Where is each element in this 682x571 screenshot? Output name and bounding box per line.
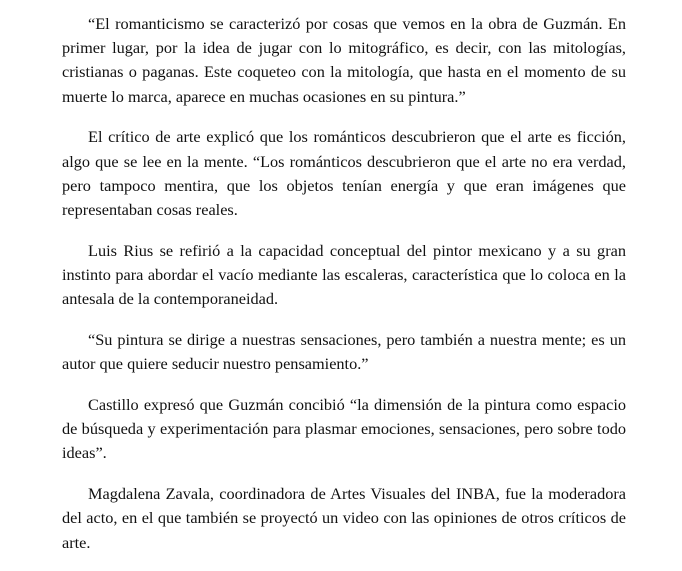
paragraph-su-pintura-quote: “Su pintura se dirige a nuestras sensaciones, pero también a nuestra mente; es un autor que quiere seducir nuestro pensamiento.” [62,330,626,374]
article-body [62,12,626,571]
paragraph-luis-rius: Luis Rius se refirió a la capacidad conceptual del pintor mexicano y a su gran instinto para abordar el vacío mediante las escaleras, característica que lo coloca en la antesala de la contemporaneidad. [62,240,626,309]
paragraph-castillo: Castillo expresó que Guzmán concibió “la dimensión de la pintura como espacio de búsqueda y experimentación para plasmar emociones, sensaciones, pero sobre todo ideas”. [62,395,626,463]
paragraph-critico-de-arte: El crítico de arte explicó que los románticos descubrieron que el arte es ficción, algo que se lee en la mente. “Los románticos descubrieron que el arte no era verdad, pero tampoco mentira, que los objetos tenían energía y que eran imágenes que representaban cosas reales. [62,127,626,220]
paragraph-romanticismo: “El romanticismo se caracterizó por cosas que vemos en la obra de Guzmán. En primer lugar, por la idea de jugar con lo mitográfico, es decir, con las mitologías, cristianas o paganas. Este coqueteo con la mitología, que hasta en el momento de su muerte lo marca, aparece en muchas ocasiones en su pintura.” [62,14,626,106]
paragraph-magdalena-zavala: Magdalena Zavala, coordinadora de Artes Visuales del INBA, fue la moderadora del acto, en el que también se proyectó un video con las opiniones de otros críticos de arte. [62,484,626,552]
